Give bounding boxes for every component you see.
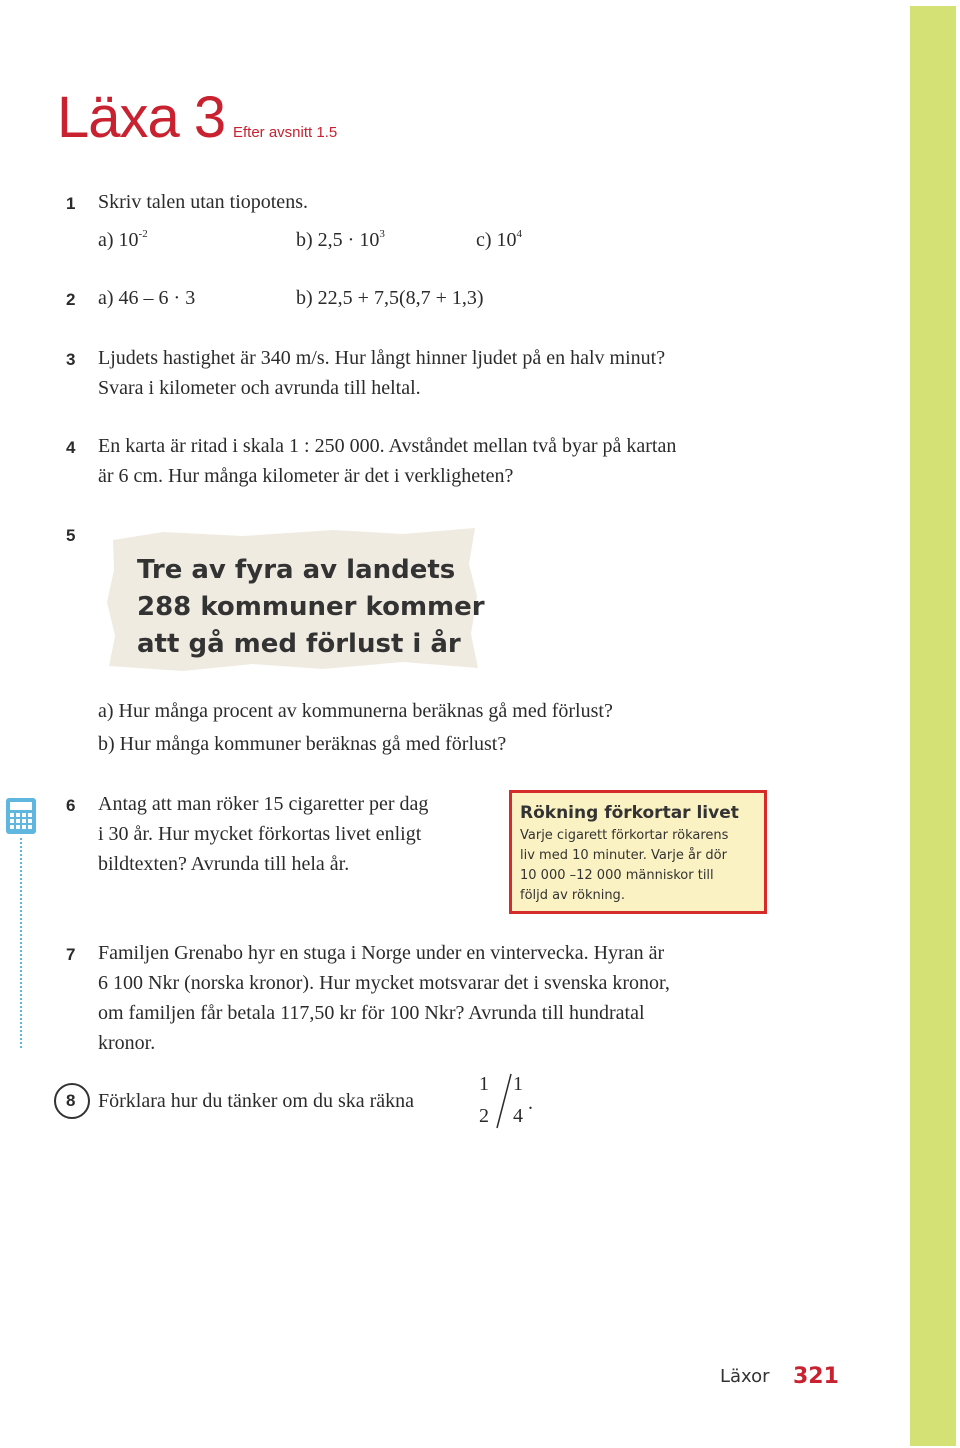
smoking-info-box <box>509 790 767 914</box>
headline-line-3: att gå med förlust i år <box>137 629 461 659</box>
question-number-5: 5 <box>66 526 76 545</box>
info-box-title: Rökning förkortar livet <box>520 803 739 823</box>
info-box-line-2: liv med 10 minuter. Varje år dör <box>520 848 727 863</box>
question-5b-text: Hur många kommuner beräknas gå med förlust? <box>119 733 507 755</box>
question-5a-text: Hur många procent av kommunerna beräknas gå med förlust? <box>118 700 613 722</box>
fraction-2-denominator: 4 <box>513 1105 523 1127</box>
info-box-line-4: följd av rökning. <box>520 888 625 903</box>
question-number-1: 1 <box>66 194 76 213</box>
question-number-8: 8 <box>66 1091 76 1110</box>
question-2a-text: 46 – 6 · 3 <box>118 287 196 309</box>
question-1c-exponent: 4 <box>516 228 523 240</box>
question-1a <box>98 225 148 258</box>
question-1-text: Skriv talen utan tiopotens. <box>98 191 308 213</box>
question-number-4: 4 <box>66 438 76 457</box>
info-box-line-3: 10 000 –12 000 människor till <box>520 868 714 883</box>
question-number-7: 7 <box>66 945 76 964</box>
question-7-line-1: Familjen Grenabo hyr en stuga i Norge under en vintervecka. Hyran är <box>98 942 665 964</box>
question-8-text: Förklara hur du tänker om du ska räkna <box>98 1090 415 1112</box>
question-2a <box>98 283 195 313</box>
question-1a-base: 10 <box>118 229 139 251</box>
question-5a-label: a) <box>98 700 114 722</box>
question-7-line-2: 6 100 Nkr (norska kronor). Hur mycket motsvarar det i svenska kronor, <box>98 972 670 994</box>
question-5b-label: b) <box>98 733 115 755</box>
side-color-strip <box>910 6 956 1446</box>
question-number-3: 3 <box>66 350 76 369</box>
newspaper-headline <box>137 552 485 663</box>
info-box-line-1: Varje cigarett förkortar rökarens <box>520 828 729 843</box>
question-1b-exponent: 3 <box>379 228 385 240</box>
question-2b-text: 22,5 + 7,5(8,7 + 1,3) <box>317 287 484 309</box>
fraction-2-numerator: 1 <box>513 1073 523 1095</box>
question-2b-label: b) <box>296 287 313 309</box>
question-5b <box>98 729 506 759</box>
calculator-dotted-line <box>20 838 22 1048</box>
question-6-line-2: i 30 år. Hur mycket förkortas livet enligt <box>98 823 422 845</box>
footer-section-label: Läxor <box>720 1366 770 1387</box>
question-7-line-4: kronor. <box>98 1032 156 1054</box>
page-title: Läxa 3 <box>57 85 226 150</box>
question-3-line-2: Svara i kilometer och avrunda till heltal. <box>98 377 421 399</box>
info-box-body <box>520 826 756 906</box>
question-1a-exponent: -2 <box>138 228 148 240</box>
question-number-6: 6 <box>66 796 76 815</box>
question-2a-label: a) <box>98 287 114 309</box>
headline-line-2: 288 kommuner kommer <box>137 592 485 622</box>
question-1b-label: b) <box>296 229 313 251</box>
question-1c-base: 10 <box>496 229 517 251</box>
question-3-line-1: Ljudets hastighet är 340 m/s. Hur långt hinner ljudet på en halv minut? <box>98 347 666 369</box>
question-1c <box>476 225 522 258</box>
page-subtitle: Efter avsnitt 1.5 <box>233 124 338 141</box>
question-2b <box>296 283 484 313</box>
headline-line-1: Tre av fyra av landets <box>137 555 456 585</box>
question-6-line-3: bildtexten? Avrunda till hela år. <box>98 853 350 875</box>
question-7-line-3: om familjen får betala 117,50 kr för 100 Nkr? Avrunda till hundratal <box>98 1002 645 1024</box>
question-4-line-2: är 6 cm. Hur många kilometer är det i verkligheten? <box>98 465 514 487</box>
question-1a-label: a) <box>98 229 114 251</box>
question-1b <box>296 225 385 258</box>
fraction-1-numerator: 1 <box>479 1073 489 1095</box>
question-1c-label: c) <box>476 229 492 251</box>
question-8-end: . <box>528 1092 533 1114</box>
question-4-line-1: En karta är ritad i skala 1 : 250 000. Avståndet mellan två byar på kartan <box>98 435 677 457</box>
question-number-2: 2 <box>66 290 76 309</box>
page-number: 321 <box>793 1364 839 1389</box>
calculator-icon <box>6 798 36 834</box>
question-6-line-1: Antag att man röker 15 cigaretter per dag <box>98 793 429 815</box>
fraction-1-denominator: 2 <box>479 1105 489 1127</box>
question-1b-base: 2,5 · 10 <box>317 229 380 251</box>
question-5a <box>98 696 613 726</box>
